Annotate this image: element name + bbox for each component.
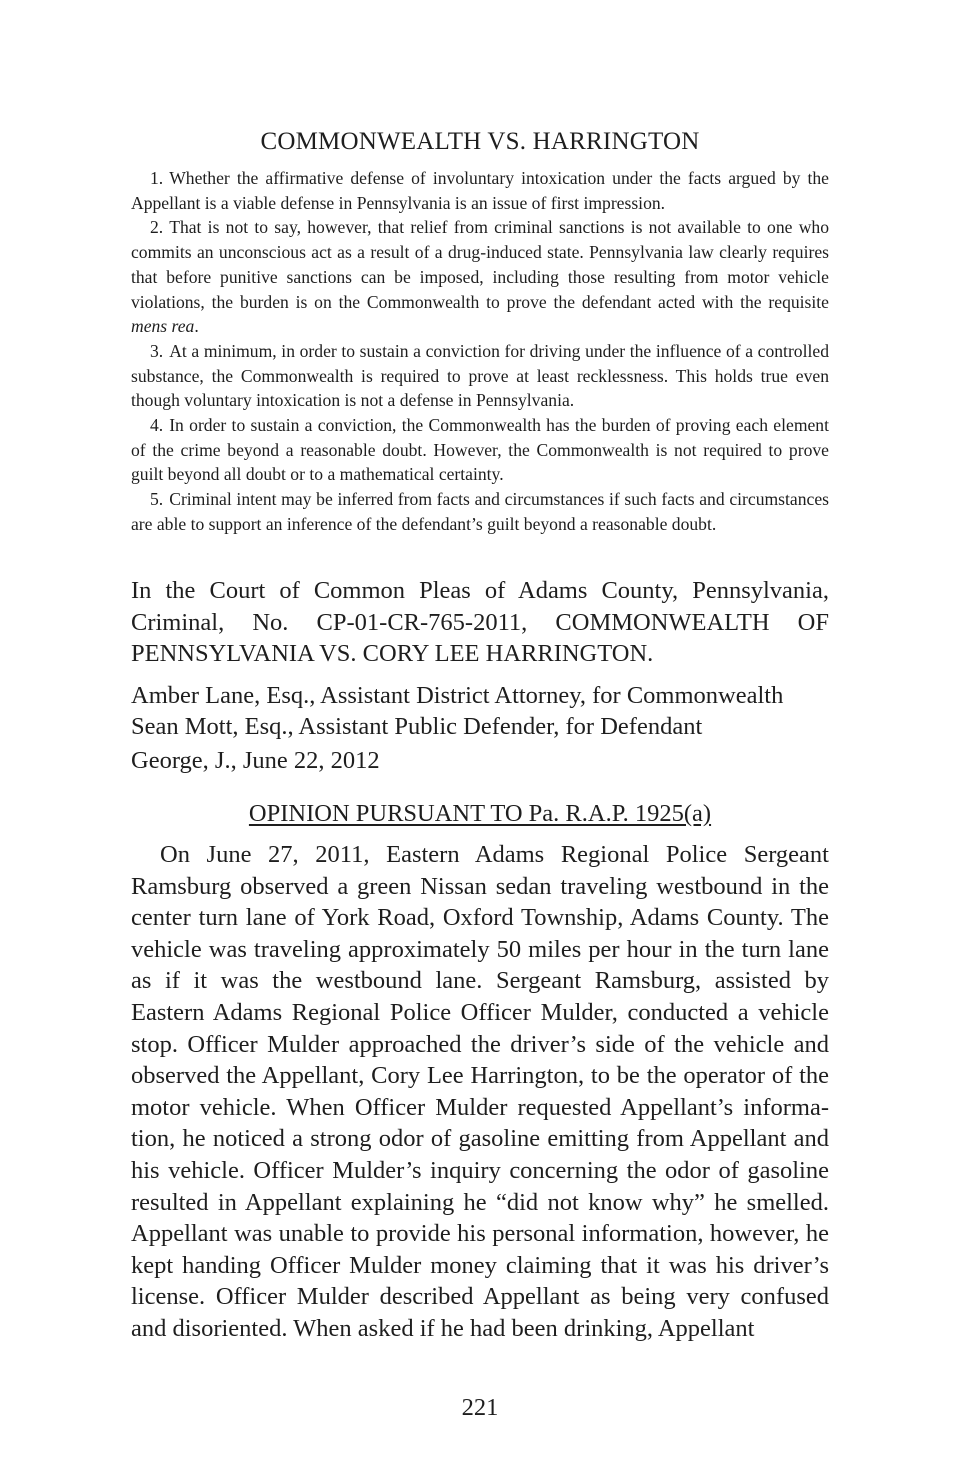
headnote-emphasis: mens rea bbox=[131, 316, 195, 337]
counsel-commonwealth: Amber Lane, Esq., Assistant District Attorney, for Commonwealth bbox=[131, 682, 784, 709]
judge-date: George, J., June 22, 2012 bbox=[131, 747, 380, 774]
counsel-defendant: Sean Mott, Esq., Assistant Public Defender, for Defendant bbox=[131, 713, 703, 740]
headnote-number: 2. bbox=[150, 217, 164, 238]
headnote-3 bbox=[131, 339, 829, 413]
headnote-text: That is not to say, however, that relief from criminal sanctions is not available to one who commits an unconscious act as a result of a drug-induced state. Pennsylvania law clearly requires that before punitive sanctions can be imposed, including those resulting from motor vehicle violations, the burden is on the Commonwealth to prove the defendant acted with the requisite bbox=[131, 217, 829, 312]
headnote-4 bbox=[131, 413, 829, 487]
running-head: COMMONWEALTH VS. HARRINGTON bbox=[260, 128, 700, 155]
headnote-5 bbox=[131, 487, 829, 536]
headnote-1 bbox=[131, 166, 829, 215]
headnote-number: 4. bbox=[150, 415, 164, 436]
headnote-2 bbox=[131, 215, 829, 339]
headnote-text: In order to sustain a conviction, the Commonwealth has the burden of proving each element of the crime beyond a reasonable doubt. However, the Commonwealth is not required to prove guilt beyond all doubt or to a mathematical certainty. bbox=[131, 415, 829, 485]
headnote-text: Whether the affirmative defense of involuntary intoxication under the facts argued by the Appellant is a viable defense in Pennsylvania is an issue of first impression. bbox=[131, 168, 829, 213]
headnote-number: 1. bbox=[150, 168, 164, 188]
opinion-title-text: OPINION PURSUANT TO Pa. R.A.P. 1925(a) bbox=[248, 800, 712, 827]
headnote-number: 3. bbox=[150, 340, 164, 361]
headnote-number: 5. bbox=[150, 489, 164, 510]
headnotes bbox=[131, 166, 829, 537]
headnote-text: Criminal intent may be inferred from facts and circumstances if such facts and circumstances are able to support an inference of the defendant’s guilt beyond a reasonable doubt. bbox=[131, 489, 829, 534]
court-caption: In the Court of Common Pleas of Adams County, Pennsylvania, Criminal, No. CP-01-CR-765-2011, COMMONWEALTH OF PENNSYLVANIA VS. CORY LEE HARRINGTON. bbox=[131, 577, 829, 667]
headnote-text-end: . bbox=[194, 316, 199, 337]
counsel-list bbox=[131, 680, 829, 742]
opinion-body: On June 27, 2011, Eastern Adams Regional Police Sergeant Ramsburg observed a green Nissan sedan traveling westbound in the center turn lane of York Road, Oxford Township, Adams County. The vehicle was traveling approximately 50 miles per hour in the turn lane as if it was the westbound lane. Sergeant Ramsburg, assisted by Eastern Adams Regional Police Officer Mulder, conducted a vehicle stop. Officer Mulder approached the driver’s side of the vehicle and observed the Appellant, Cory Lee Harrington, to be the operator of the motor vehicle. When Officer Mulder requested Appellant’s information, he noticed a strong odor of gasoline emitting from Appellant and his vehicle. Officer Mulder’s inquiry concerning the odor of gasoline resulted in Appellant explaining he “did not know why” he smelled. Appellant was unable to provide his personal information, however, he kept handing Officer Mulder money claiming that it was his driver’s license. Officer Mulder described Appellant as being very confused and disoriented. When asked if he had been drinking, Appellant bbox=[131, 841, 829, 1342]
page-number: 221 bbox=[461, 1394, 499, 1421]
headnote-text: At a minimum, in order to sustain a conviction for driving under the influence of a controlled substance, the Commonwealth is required to prove at least recklessness. This holds true even though voluntary intoxication is not a defense in Pennsylvania. bbox=[131, 340, 829, 411]
opinion-title bbox=[131, 798, 829, 829]
